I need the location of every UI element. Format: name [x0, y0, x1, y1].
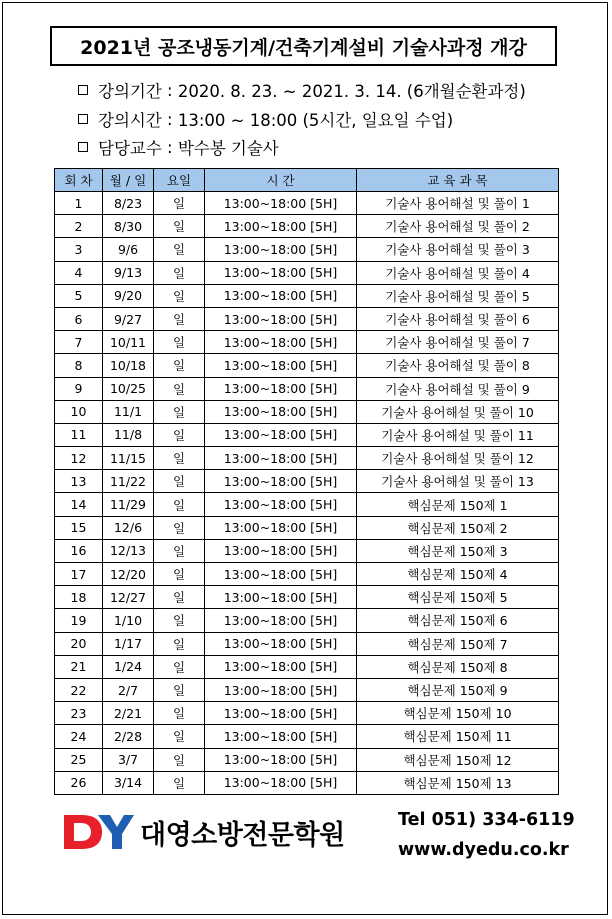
- table-row: [55, 238, 559, 261]
- time-cell: 13:00~18:00 [5H]: [205, 725, 357, 748]
- session-cell: 8: [55, 354, 103, 377]
- day-cell: 일: [154, 609, 205, 632]
- time-cell: 13:00~18:00 [5H]: [205, 493, 357, 516]
- subject-cell: 기술사 용어해설 및 풀이 1: [357, 192, 559, 215]
- header-day: 요일: [154, 169, 205, 192]
- day-cell: 일: [154, 400, 205, 423]
- time-cell: 13:00~18:00 [5H]: [205, 632, 357, 655]
- date-cell: 11/29: [103, 493, 154, 516]
- time-cell: 13:00~18:00 [5H]: [205, 238, 357, 261]
- contact-website[interactable]: www.dyedu.co.kr: [398, 840, 569, 860]
- info-separator: :: [161, 137, 178, 157]
- session-cell: 20: [55, 632, 103, 655]
- session-cell: 22: [55, 678, 103, 701]
- day-cell: 일: [154, 748, 205, 771]
- session-cell: 3: [55, 238, 103, 261]
- subject-cell: 기술사 용어해설 및 풀이 2: [357, 215, 559, 238]
- table-row: [55, 678, 559, 701]
- table-row: [55, 493, 559, 516]
- table-row: [55, 307, 559, 330]
- table-row: [55, 331, 559, 354]
- checkbox-bullet-icon: [78, 85, 88, 95]
- info-instructor-value: 박수봉 기술사: [177, 139, 279, 158]
- subject-cell: 핵심문제 150제 12: [357, 748, 559, 771]
- date-cell: 10/18: [103, 354, 154, 377]
- subject-cell: 기술사 용어해설 및 풀이 13: [357, 470, 559, 493]
- time-cell: 13:00~18:00 [5H]: [205, 400, 357, 423]
- table-row: [55, 215, 559, 238]
- table-row: [55, 771, 559, 794]
- subject-cell: 핵심문제 150제 4: [357, 563, 559, 586]
- day-cell: 일: [154, 261, 205, 284]
- schedule-body: [55, 192, 559, 795]
- day-cell: 일: [154, 586, 205, 609]
- table-row: [55, 725, 559, 748]
- date-cell: 11/1: [103, 400, 154, 423]
- subject-cell: 핵심문제 150제 3: [357, 539, 559, 562]
- subject-cell: 핵심문제 150제 13: [357, 771, 559, 794]
- info-instructor-label: 담당교수: [98, 139, 162, 158]
- time-cell: 13:00~18:00 [5H]: [205, 470, 357, 493]
- table-row: [55, 609, 559, 632]
- date-cell: 8/23: [103, 192, 154, 215]
- table-row: [55, 470, 559, 493]
- date-cell: 2/28: [103, 725, 154, 748]
- day-cell: 일: [154, 192, 205, 215]
- table-row: [55, 563, 559, 586]
- subject-cell: 기술사 용어해설 및 풀이 4: [357, 261, 559, 284]
- day-cell: 일: [154, 470, 205, 493]
- time-cell: 13:00~18:00 [5H]: [205, 307, 357, 330]
- date-cell: 1/24: [103, 655, 154, 678]
- day-cell: 일: [154, 632, 205, 655]
- table-row: [55, 516, 559, 539]
- time-cell: 13:00~18:00 [5H]: [205, 284, 357, 307]
- day-cell: 일: [154, 423, 205, 446]
- date-cell: 9/27: [103, 307, 154, 330]
- table-row: [55, 354, 559, 377]
- info-period: [78, 78, 526, 102]
- day-cell: 일: [154, 377, 205, 400]
- date-cell: 2/21: [103, 702, 154, 725]
- subject-cell: 핵심문제 150제 5: [357, 586, 559, 609]
- info-time: [78, 107, 453, 131]
- subject-cell: 기술사 용어해설 및 풀이 12: [357, 447, 559, 470]
- time-cell: 13:00~18:00 [5H]: [205, 678, 357, 701]
- day-cell: 일: [154, 307, 205, 330]
- session-cell: 10: [55, 400, 103, 423]
- day-cell: 일: [154, 725, 205, 748]
- day-cell: 일: [154, 516, 205, 539]
- info-period-label: 강의기간: [98, 82, 162, 101]
- info-separator: :: [161, 109, 178, 129]
- table-row: [55, 447, 559, 470]
- time-cell: 13:00~18:00 [5H]: [205, 215, 357, 238]
- table-row: [55, 748, 559, 771]
- info-period-value: 2020. 8. 23. ~ 2021. 3. 14. (6개월순환과정): [177, 82, 526, 101]
- time-cell: 13:00~18:00 [5H]: [205, 331, 357, 354]
- table-row: [55, 284, 559, 307]
- time-cell: 13:00~18:00 [5H]: [205, 586, 357, 609]
- session-cell: 7: [55, 331, 103, 354]
- day-cell: 일: [154, 354, 205, 377]
- date-cell: 10/25: [103, 377, 154, 400]
- subject-cell: 핵심문제 150제 11: [357, 725, 559, 748]
- header-session: 회 차: [55, 169, 103, 192]
- subject-cell: 기술사 용어해설 및 풀이 6: [357, 307, 559, 330]
- table-row: [55, 377, 559, 400]
- date-cell: 1/10: [103, 609, 154, 632]
- session-cell: 12: [55, 447, 103, 470]
- day-cell: 일: [154, 284, 205, 307]
- table-row: [55, 702, 559, 725]
- table-row: [55, 632, 559, 655]
- table-header-row: [55, 169, 559, 192]
- session-cell: 18: [55, 586, 103, 609]
- academy-logo: [62, 812, 345, 852]
- info-separator: :: [161, 80, 178, 100]
- info-instructor: [78, 135, 279, 159]
- date-cell: 12/20: [103, 563, 154, 586]
- info-time-value: 13:00 ~ 18:00 (5시간, 일요일 수업): [177, 111, 454, 130]
- time-cell: 13:00~18:00 [5H]: [205, 771, 357, 794]
- date-cell: 11/15: [103, 447, 154, 470]
- date-cell: 1/17: [103, 632, 154, 655]
- subject-cell: 기술사 용어해설 및 풀이 8: [357, 354, 559, 377]
- subject-cell: 핵심문제 150제 9: [357, 678, 559, 701]
- session-cell: 11: [55, 423, 103, 446]
- header-date: 월 / 일: [103, 169, 154, 192]
- session-cell: 1: [55, 192, 103, 215]
- day-cell: 일: [154, 771, 205, 794]
- session-cell: 4: [55, 261, 103, 284]
- table-row: [55, 261, 559, 284]
- day-cell: 일: [154, 702, 205, 725]
- session-cell: 14: [55, 493, 103, 516]
- session-cell: 19: [55, 609, 103, 632]
- table-row: [55, 586, 559, 609]
- schedule-table: [54, 168, 559, 795]
- date-cell: 9/20: [103, 284, 154, 307]
- table-row: [55, 192, 559, 215]
- checkbox-bullet-icon: [78, 142, 88, 152]
- page-title: 2021년 공조냉동기계/건축기계설비 기술사과정 개강: [50, 26, 557, 66]
- subject-cell: 기술사 용어해설 및 풀이 3: [357, 238, 559, 261]
- day-cell: 일: [154, 493, 205, 516]
- session-cell: 2: [55, 215, 103, 238]
- time-cell: 13:00~18:00 [5H]: [205, 447, 357, 470]
- time-cell: 13:00~18:00 [5H]: [205, 516, 357, 539]
- session-cell: 5: [55, 284, 103, 307]
- subject-cell: 핵심문제 150제 7: [357, 632, 559, 655]
- session-cell: 16: [55, 539, 103, 562]
- time-cell: 13:00~18:00 [5H]: [205, 609, 357, 632]
- time-cell: 13:00~18:00 [5H]: [205, 354, 357, 377]
- time-cell: 13:00~18:00 [5H]: [205, 377, 357, 400]
- time-cell: 13:00~18:00 [5H]: [205, 539, 357, 562]
- date-cell: 8/30: [103, 215, 154, 238]
- time-cell: 13:00~18:00 [5H]: [205, 702, 357, 725]
- date-cell: 2/7: [103, 678, 154, 701]
- date-cell: 11/22: [103, 470, 154, 493]
- day-cell: 일: [154, 539, 205, 562]
- date-cell: 12/6: [103, 516, 154, 539]
- day-cell: 일: [154, 215, 205, 238]
- date-cell: 11/8: [103, 423, 154, 446]
- date-cell: 12/13: [103, 539, 154, 562]
- subject-cell: 기술사 용어해설 및 풀이 11: [357, 423, 559, 446]
- header-time: 시 간: [205, 169, 357, 192]
- time-cell: 13:00~18:00 [5H]: [205, 655, 357, 678]
- subject-cell: 핵심문제 150제 1: [357, 493, 559, 516]
- date-cell: 12/27: [103, 586, 154, 609]
- date-cell: 10/11: [103, 331, 154, 354]
- header-subject: 교 육 과 목: [357, 169, 559, 192]
- date-cell: 9/13: [103, 261, 154, 284]
- session-cell: 21: [55, 655, 103, 678]
- day-cell: 일: [154, 563, 205, 586]
- day-cell: 일: [154, 331, 205, 354]
- checkbox-bullet-icon: [78, 114, 88, 124]
- subject-cell: 기술사 용어해설 및 풀이 9: [357, 377, 559, 400]
- subject-cell: 기술사 용어해설 및 풀이 5: [357, 284, 559, 307]
- subject-cell: 핵심문제 150제 6: [357, 609, 559, 632]
- date-cell: 3/7: [103, 748, 154, 771]
- table-row: [55, 539, 559, 562]
- session-cell: 23: [55, 702, 103, 725]
- time-cell: 13:00~18:00 [5H]: [205, 192, 357, 215]
- contact-phone: Tel 051) 334-6119: [398, 810, 575, 830]
- subject-cell: 핵심문제 150제 2: [357, 516, 559, 539]
- date-cell: 3/14: [103, 771, 154, 794]
- day-cell: 일: [154, 678, 205, 701]
- table-row: [55, 655, 559, 678]
- table-row: [55, 423, 559, 446]
- date-cell: 9/6: [103, 238, 154, 261]
- session-cell: 25: [55, 748, 103, 771]
- session-cell: 6: [55, 307, 103, 330]
- time-cell: 13:00~18:00 [5H]: [205, 563, 357, 586]
- session-cell: 9: [55, 377, 103, 400]
- subject-cell: 핵심문제 150제 10: [357, 702, 559, 725]
- day-cell: 일: [154, 447, 205, 470]
- day-cell: 일: [154, 655, 205, 678]
- subject-cell: 기술사 용어해설 및 풀이 7: [357, 331, 559, 354]
- time-cell: 13:00~18:00 [5H]: [205, 748, 357, 771]
- subject-cell: 핵심문제 150제 8: [357, 655, 559, 678]
- session-cell: 17: [55, 563, 103, 586]
- session-cell: 13: [55, 470, 103, 493]
- dy-logo-icon: [62, 812, 134, 852]
- session-cell: 15: [55, 516, 103, 539]
- subject-cell: 기술사 용어해설 및 풀이 10: [357, 400, 559, 423]
- academy-name: 대영소방전문학원: [140, 819, 345, 851]
- session-cell: 26: [55, 771, 103, 794]
- day-cell: 일: [154, 238, 205, 261]
- info-time-label: 강의시간: [98, 111, 162, 130]
- time-cell: 13:00~18:00 [5H]: [205, 423, 357, 446]
- time-cell: 13:00~18:00 [5H]: [205, 261, 357, 284]
- table-row: [55, 400, 559, 423]
- session-cell: 24: [55, 725, 103, 748]
